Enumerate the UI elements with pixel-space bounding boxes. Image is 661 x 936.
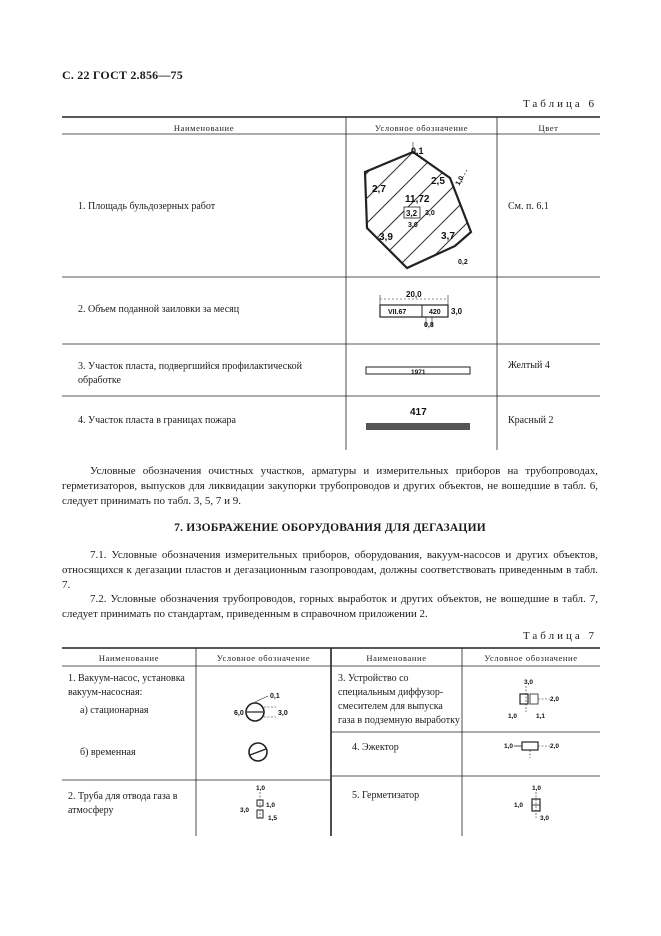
sym-label: 0,8 [424,322,434,329]
sym-label: 2,0 [550,743,560,750]
table7-left3-name: 2. Труба для отвода газа в атмосферу [68,791,178,816]
sym-label: 417 [410,407,427,418]
paragraph-7-2: 7.2. Условные обозначения трубопроводов, горных выработок и других объектов, не вошедшие в табл. 7, следует принимать по стандартам, приведенным в справочном приложении 2. [62,593,598,620]
table6-col-color: Цвет [538,123,559,133]
diffuser-mixer-symbol [504,674,574,724]
section-title: 7. ИЗОБРАЖЕНИЕ ОБОРУДОВАНИЯ ДЛЯ ДЕГАЗАЦИИ [174,522,486,534]
sym-label: 2,5 [431,176,445,187]
table7-left2-name: б) временная [80,747,136,758]
table7-col-name-right: Наименование [366,653,427,663]
sym-label: 6,0 [234,710,244,717]
table6-caption: Таблица 6 [522,98,597,110]
sym-label: 420 [429,309,441,316]
sym-label: 3,0 [524,679,534,686]
sym-label: 3,2 [406,209,418,218]
table6-row1-name: 1. Площадь бульдозерных работ [78,201,216,212]
table7-col-symbol-left: Условное обозначение [216,653,311,663]
sym-label: 3,0 [451,307,463,316]
sym-label: 0,1 [270,693,280,700]
table6-row2-name: 2. Объем поданной заиловки за месяц [78,304,240,315]
sym-label: 2,0 [550,696,560,703]
sym-label: 1971 [411,369,426,376]
sym-label: 3,0 [540,815,550,822]
table6-row4-color: Красный 2 [508,415,554,426]
sym-label: 0,2 [458,259,468,266]
table7-right1-name: 3. Устройство со специальным диффузор-смесителем для выпуска газа в подземную выработку [338,673,460,726]
table6-row3-name: 3. Участок пласта, подвергшийся профилактической обработке [78,361,302,386]
table6-row3-color: Желтый 4 [508,360,550,371]
sym-label: 3,7 [441,231,455,242]
sym-label: 3,0 [408,222,418,229]
table7-right2-name: 4. Эжектор [352,742,399,753]
sym-label: 3,0 [278,710,288,717]
sym-label: 1,0 [514,802,524,809]
sym-label: 3,0 [425,210,435,217]
sym-label: 1,0 [266,802,276,809]
sym-label: 1,0 [532,785,542,792]
sym-label: 11,72 [405,194,430,205]
paragraph-7-1: 7.1. Условные обозначения измерительных приборов, оборудования, вакуум-насосов и других объектов, относящихся к дегазации пластов и дегазационным газопроводам, должны соответствовать приведенным в табл. 7. [62,549,598,591]
vacuum-pump-temporary-symbol [244,738,274,768]
vacuum-pump-stationary-symbol [228,690,298,730]
table6-col-name: Наименование [173,123,235,133]
sealer-symbol [508,782,568,826]
table7-right3-name: 5. Герметизатор [352,790,420,801]
gas-vent-pipe-symbol [234,784,294,828]
sym-label: 20,0 [406,290,422,299]
page-header: С. 22 ГОСТ 2.856—75 [62,68,183,82]
table7-caption: Таблица 7 [522,630,597,642]
table6-row4-name: 4. Участок пласта в границах пожара [78,415,236,426]
paragraph-intro: Условные обозначения очистных участков, арматуры и измерительных приборов на трубопроводах, герметизаторов, выпусков для ликвидации закупорки трубопроводов и других объектов, не вошедшие в табл. 6, следует принимать по табл. 3, 5, 7 и 9. [62,465,598,507]
table7-col-name-left: Наименование [98,653,160,663]
sym-label: 1,0 [504,743,514,750]
sym-label: 1,0 [256,785,266,792]
sym-label: 1,0 [454,175,466,187]
sym-label: 2,7 [372,184,386,195]
table6-col-symbol: Условное обозначение [374,123,469,133]
sym-label: 3,0 [240,807,250,814]
ejector-symbol [502,736,572,760]
table6-row1-color: См. п. 6.1 [508,201,549,212]
sym-label: VII.67 [388,309,407,316]
table7-left1-name: 1. Вакуум-насос, установка вакуум-насосная: [68,673,185,698]
sym-label: 1,1 [536,713,546,720]
sym-label: 0,1 [411,146,424,156]
table7-col-symbol-right: Условное обозначение [484,653,578,663]
sym-label: 1,0 [508,713,518,720]
sym-label: 1,5 [268,815,278,822]
table7-left1-sub: а) стационарная [80,705,149,716]
sym-label: 3,9 [379,232,393,243]
